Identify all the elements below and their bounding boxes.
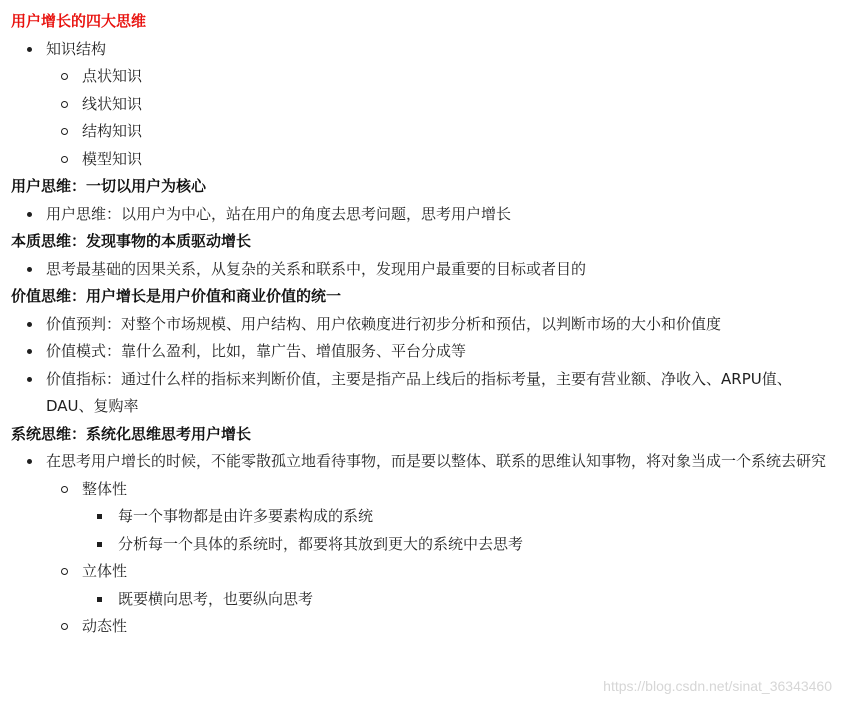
document-body [0,8,842,641]
list-item [0,531,842,559]
section-heading-essence-thinking: 本质思维：发现事物的本质驱动增长 [11,232,252,250]
list-item [0,366,842,421]
bullet-disc-icon [27,349,32,354]
list-item-label: 点状知识 [82,67,143,85]
list-item-label: 价值指标：通过什么样的指标来判断价值，主要是指产品上线后的指标考量，主要有营业额、净收入、ARPU值、DAU、复购率 [46,369,792,415]
list-item-label: 在思考用户增长的时候，不能零散孤立地看待事物，而是要以整体、联系的思维认知事物，将对象当成一个系统去研究 [46,452,827,470]
bullet-square-icon [97,514,102,519]
section-heading-value-thinking: 价值思维：用户增长是用户价值和商业价值的统一 [11,287,342,305]
bullet-disc-icon [27,377,32,382]
list-item-label: 立体性 [82,562,128,580]
list-item [0,63,842,91]
bullet-circle-icon [61,486,68,493]
list-item-label: 整体性 [82,479,128,498]
list-item [0,476,842,504]
value-thinking-list [0,311,842,421]
bullet-circle-icon [61,568,68,575]
bullet-circle-icon [61,623,68,630]
bullet-circle-icon [61,156,68,163]
list-item [0,338,842,366]
user-thinking-list [0,201,842,229]
essence-thinking-list [0,256,842,284]
list-item-label: 既要横向思考，也要纵向思考 [118,589,314,608]
bullet-disc-icon [27,212,32,217]
list-item-label: 分析每一个具体的系统时，都要将其放到更大的系统中去思考 [118,534,524,553]
list-item-label: 思考最基础的因果关系，从复杂的关系和联系中，发现用户最重要的目标或者目的 [46,259,587,278]
list-item-label: 知识结构 [46,39,107,58]
bullet-disc-icon [27,267,32,272]
list-item [0,503,842,531]
bullet-square-icon [97,597,102,602]
bullet-circle-icon [61,73,68,80]
list-item [0,256,842,284]
knowledge-list [0,36,842,174]
bullet-circle-icon [61,101,68,108]
bullet-circle-icon [61,128,68,135]
list-item-label: 用户思维：以用户为中心，站在用户的角度去思考问题，思考用户增长 [46,204,512,223]
section-heading-system-thinking: 系统思维：系统化思维思考用户增长 [11,424,252,443]
list-item [0,613,842,641]
list-item-label: 模型知识 [82,149,143,168]
watermark: https://blog.csdn.net/sinat_36343460 [603,678,832,694]
bullet-square-icon [97,542,102,547]
bullet-disc-icon [27,47,32,52]
list-item-label: 价值模式：靠什么盈利，比如，靠广告、增值服务、平台分成等 [46,342,467,360]
list-item-label: 线状知识 [82,94,143,113]
list-item [0,146,842,174]
list-item-label: 动态性 [82,617,128,635]
list-item-label: 价值预判：对整个市场规模、用户结构、用户依赖度进行初步分析和预估，以判断市场的大小和价值度 [46,314,722,333]
system-thinking-list [0,448,842,641]
list-item-label: 每一个事物都是由许多要素构成的系统 [118,507,374,525]
list-item [0,448,842,476]
page-title: 用户增长的四大思维 [11,12,147,30]
section-heading-user-thinking: 用户思维：一切以用户为核心 [11,177,207,195]
list-item [0,558,842,586]
bullet-disc-icon [27,322,32,327]
bullet-disc-icon [27,459,32,464]
list-item [0,201,842,229]
list-item-label: 结构知识 [82,122,143,140]
list-item [0,311,842,339]
list-item [0,36,842,64]
list-item [0,118,842,146]
list-item [0,91,842,119]
list-item [0,586,842,614]
